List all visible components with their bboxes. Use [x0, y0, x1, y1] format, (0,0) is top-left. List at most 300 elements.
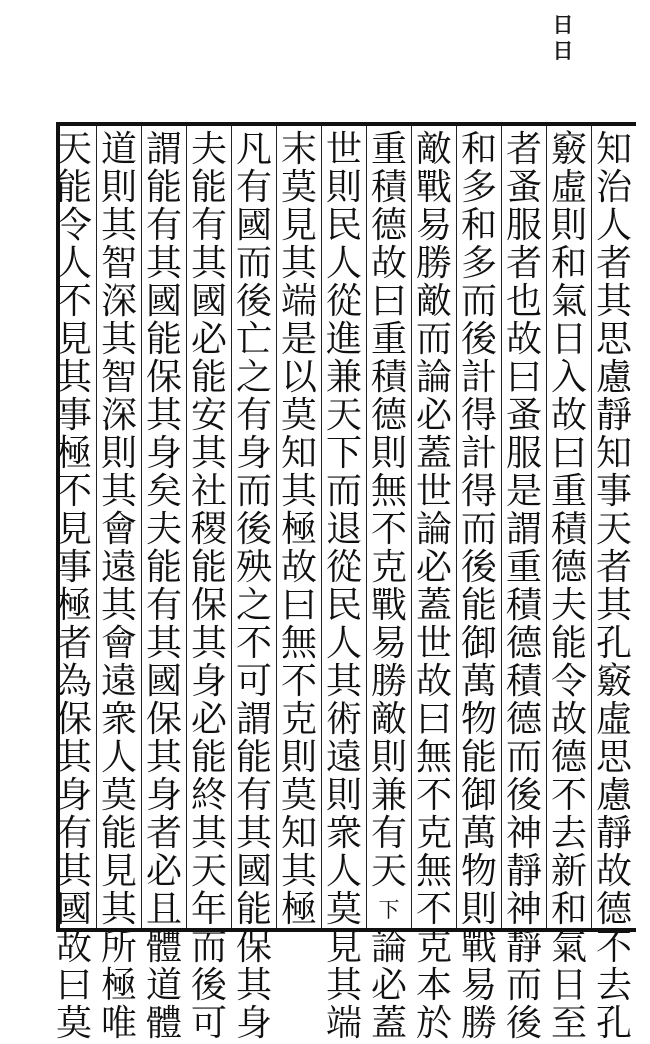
text-char: 不 [280, 661, 317, 702]
text-char: 不 [370, 509, 407, 550]
text-char: 術 [325, 699, 362, 740]
text-char: 進 [325, 319, 362, 360]
text-char: 靜 [505, 851, 542, 892]
text-char: 曰 [415, 699, 452, 740]
text-char: 有 [235, 167, 272, 208]
text-char: 天 [370, 851, 407, 892]
text-char: 知 [595, 129, 632, 170]
text-char: 德 [370, 205, 407, 246]
text-char: 有 [235, 775, 272, 816]
text-char: 御 [460, 775, 497, 816]
text-char: 重 [550, 471, 587, 512]
text-char: 能 [190, 547, 227, 588]
text-char: 見 [100, 851, 137, 892]
text-char: 國 [55, 889, 92, 930]
text-char: 德 [550, 737, 587, 778]
text-char: 之 [235, 357, 272, 398]
text-char: 御 [460, 623, 497, 664]
text-char: 能 [235, 737, 272, 778]
text-char: 極 [55, 433, 92, 474]
text-char: 重 [370, 129, 407, 170]
text-char: 曰 [55, 965, 92, 1006]
text-char: 不 [550, 775, 587, 816]
text-char: 是 [280, 319, 317, 360]
text-char: 去 [550, 813, 587, 854]
text-char: 能 [145, 319, 182, 360]
text-char: 其 [55, 357, 92, 398]
text-char: 易 [370, 623, 407, 664]
text-column [501, 126, 546, 1044]
text-char: 為 [55, 661, 92, 702]
text-char: 者 [505, 129, 542, 170]
text-char: 思 [595, 737, 632, 778]
text-char: 見 [280, 205, 317, 246]
text-char: 極 [280, 509, 317, 550]
text-column [546, 126, 591, 1044]
text-char: 服 [505, 433, 542, 474]
text-char: 世 [325, 129, 362, 170]
text-char: 其 [100, 585, 137, 626]
text-char: 治 [595, 167, 632, 208]
text-char: 天 [595, 509, 632, 550]
text-char: 能 [550, 623, 587, 664]
text-char: 殃 [235, 547, 272, 588]
text-char: 有 [370, 813, 407, 854]
text-char: 計 [460, 433, 497, 474]
text-column [276, 126, 321, 928]
text-char: 重 [370, 319, 407, 360]
text-char: 戰 [415, 167, 452, 208]
text-char: 者 [595, 243, 632, 284]
text-char: 積 [505, 661, 542, 702]
text-char: 智 [100, 243, 137, 284]
text-char: 必 [145, 851, 182, 892]
text-column [411, 126, 456, 1044]
text-char: 世 [415, 471, 452, 512]
text-char: 不 [595, 927, 632, 968]
text-char: 天 [325, 395, 362, 436]
text-char: 稷 [190, 509, 227, 550]
text-char: 國 [145, 281, 182, 322]
text-char: 而 [190, 927, 227, 968]
page-marker-char-1: 日 [552, 12, 574, 37]
text-column [231, 126, 276, 1044]
text-char: 會 [100, 509, 137, 550]
text-char: 能 [55, 167, 92, 208]
text-char: 社 [190, 471, 227, 512]
text-char: 天 [55, 129, 92, 170]
text-char: 德 [550, 547, 587, 588]
text-char: 能 [460, 737, 497, 778]
text-char: 竅 [595, 661, 632, 702]
text-char: 易 [415, 205, 452, 246]
text-char: 後 [460, 547, 497, 588]
text-char: 身 [55, 775, 92, 816]
text-char: 保 [235, 927, 272, 968]
text-char: 氣 [550, 281, 587, 322]
text-char: 兼 [370, 775, 407, 816]
text-char: 極 [55, 585, 92, 626]
text-char: 蚤 [505, 395, 542, 436]
text-column [591, 126, 636, 1044]
text-char: 後 [505, 1003, 542, 1044]
text-char: 必 [370, 965, 407, 1006]
text-char: 唯 [100, 1003, 137, 1044]
text-char: 氣 [550, 927, 587, 968]
text-column [186, 126, 231, 1044]
text-char: 日 [550, 965, 587, 1006]
text-char: 謂 [145, 129, 182, 170]
text-char: 不 [235, 623, 272, 664]
text-char: 必 [190, 319, 227, 360]
text-char: 身 [235, 1003, 272, 1044]
text-column [141, 126, 186, 1044]
text-char: 體 [145, 927, 182, 968]
text-char: 人 [325, 243, 362, 284]
text-char: 民 [325, 585, 362, 626]
text-column [96, 126, 141, 1044]
text-char: 和 [460, 129, 497, 170]
text-char: 令 [55, 205, 92, 246]
text-char: 曰 [550, 433, 587, 474]
text-char: 人 [100, 737, 137, 778]
text-char: 無 [415, 851, 452, 892]
text-block [55, 122, 636, 1044]
text-char: 其 [190, 623, 227, 664]
text-char: 知 [280, 813, 317, 854]
text-char: 所 [100, 927, 137, 968]
text-char: 身 [145, 775, 182, 816]
text-char: 至 [550, 1003, 587, 1044]
text-char: 莫 [325, 889, 362, 930]
text-char: 克 [415, 813, 452, 854]
text-char: 曰 [505, 357, 542, 398]
text-char: 其 [190, 433, 227, 474]
text-column [52, 126, 96, 1044]
text-char: 其 [145, 243, 182, 284]
text-char: 能 [190, 737, 227, 778]
text-char: 能 [190, 167, 227, 208]
text-char: 謂 [505, 509, 542, 550]
text-char: 末 [280, 129, 317, 170]
text-char: 者 [145, 813, 182, 854]
text-char: 莫 [55, 1003, 92, 1044]
page-marker [540, 12, 586, 68]
text-char: 蓋 [415, 433, 452, 474]
text-char: 保 [190, 585, 227, 626]
text-char: 其 [595, 585, 632, 626]
text-char: 靜 [595, 395, 632, 436]
text-char: 令 [550, 661, 587, 702]
text-char: 服 [505, 205, 542, 246]
text-char: 其 [145, 395, 182, 436]
text-char: 事 [55, 547, 92, 588]
text-char: 人 [325, 851, 362, 892]
text-char: 則 [460, 889, 497, 930]
text-char: 下 [325, 433, 362, 474]
text-char: 矣 [145, 471, 182, 512]
text-char: 者 [595, 547, 632, 588]
text-char: 不 [415, 889, 452, 930]
text-char: 遠 [100, 661, 137, 702]
text-char: 知 [280, 433, 317, 474]
text-char: 孔 [595, 1003, 632, 1044]
text-char: 其 [145, 623, 182, 664]
text-char: 深 [100, 395, 137, 436]
page-marker-char-2: 日 [552, 38, 574, 63]
text-char: 物 [460, 851, 497, 892]
text-char: 故 [415, 661, 452, 702]
text-char: 莫 [100, 775, 137, 816]
text-char: 謂 [235, 699, 272, 740]
text-char: 而 [235, 471, 272, 512]
text-char: 其 [280, 471, 317, 512]
text-char: 則 [370, 737, 407, 778]
text-char: 積 [370, 357, 407, 398]
text-char: 則 [100, 167, 137, 208]
text-char: 後 [505, 775, 542, 816]
text-char: 故 [370, 243, 407, 284]
text-char: 亡 [235, 319, 272, 360]
text-char: 克 [280, 699, 317, 740]
text-char: 入 [550, 357, 587, 398]
text-char: 國 [190, 281, 227, 322]
text-char: 故 [280, 547, 317, 588]
text-char: 保 [145, 357, 182, 398]
text-char: 無 [370, 471, 407, 512]
text-char: 得 [460, 395, 497, 436]
text-char: 思 [595, 319, 632, 360]
text-char: 其 [595, 281, 632, 322]
text-char: 其 [55, 737, 92, 778]
text-char: 萬 [460, 813, 497, 854]
text-char: 事 [55, 395, 92, 436]
text-char: 遠 [325, 737, 362, 778]
text-char: 其 [100, 319, 137, 360]
text-char: 萬 [460, 661, 497, 702]
text-char: 夫 [145, 509, 182, 550]
text-char: 極 [100, 965, 137, 1006]
text-char: 者 [55, 623, 92, 664]
text-char: 神 [505, 889, 542, 930]
text-columns [55, 126, 636, 1044]
text-char: 敵 [415, 281, 452, 322]
text-char: 其 [55, 851, 92, 892]
text-char: 必 [415, 547, 452, 588]
text-char: 戰 [370, 585, 407, 626]
text-char: 其 [280, 851, 317, 892]
text-char: 見 [325, 927, 362, 968]
text-char: 而 [460, 509, 497, 550]
text-char: 其 [190, 243, 227, 284]
text-char: 國 [145, 661, 182, 702]
text-char: 民 [325, 205, 362, 246]
text-char: 保 [55, 699, 92, 740]
text-char: 國 [235, 205, 272, 246]
text-char: 則 [550, 205, 587, 246]
text-char: 必 [415, 395, 452, 436]
text-char: 而 [415, 319, 452, 360]
text-char: 兼 [325, 357, 362, 398]
text-char: 有 [55, 813, 92, 854]
text-char: 敵 [370, 699, 407, 740]
text-char: 其 [280, 243, 317, 284]
text-char: 端 [280, 281, 317, 322]
text-char: 深 [100, 281, 137, 322]
text-char: 虛 [550, 167, 587, 208]
text-char: 其 [100, 471, 137, 512]
text-char: 能 [100, 813, 137, 854]
text-char: 本 [415, 965, 452, 1006]
text-char: 多 [460, 243, 497, 284]
text-char: 而 [505, 737, 542, 778]
text-char: 日 [550, 319, 587, 360]
text-char: 慮 [595, 775, 632, 816]
text-char: 故 [550, 699, 587, 740]
text-char: 竅 [550, 129, 587, 170]
text-char: 者 [505, 243, 542, 284]
text-char: 而 [235, 243, 272, 284]
text-char: 重 [505, 547, 542, 588]
text-char: 見 [55, 319, 92, 360]
text-char: 其 [100, 889, 137, 930]
text-char: 後 [235, 509, 272, 550]
text-char: 其 [100, 205, 137, 246]
text-char: 有 [235, 395, 272, 436]
text-char: 可 [235, 661, 272, 702]
text-char: 曰 [370, 281, 407, 322]
text-char: 新 [550, 851, 587, 892]
text-char: 也 [505, 281, 542, 322]
text-char: 人 [325, 623, 362, 664]
text-char: 其 [190, 813, 227, 854]
text-char: 衆 [100, 699, 137, 740]
text-char: 莫 [280, 167, 317, 208]
text-column [366, 126, 411, 1044]
text-char: 終 [190, 775, 227, 816]
text-char: 則 [325, 167, 362, 208]
text-char: 能 [235, 889, 272, 930]
text-char: 安 [190, 395, 227, 436]
text-char: 而 [505, 965, 542, 1006]
text-char: 後 [235, 281, 272, 322]
text-char: 多 [460, 167, 497, 208]
text-char: 國 [235, 851, 272, 892]
text-char: 靜 [505, 927, 542, 968]
text-char: 克 [370, 547, 407, 588]
text-char: 和 [460, 205, 497, 246]
text-char: 之 [235, 585, 272, 626]
text-char: 無 [280, 623, 317, 664]
text-char: 遠 [100, 547, 137, 588]
text-char: 事 [595, 471, 632, 512]
text-column [456, 126, 501, 1044]
text-char: 則 [370, 433, 407, 474]
text-char: 敵 [415, 129, 452, 170]
text-char: 衆 [325, 813, 362, 854]
text-char: 物 [460, 699, 497, 740]
text-char: 而 [460, 281, 497, 322]
text-char: 論 [370, 927, 407, 968]
text-char: 積 [550, 509, 587, 550]
text-char: 去 [595, 965, 632, 1006]
text-char: 知 [595, 433, 632, 474]
text-char: 故 [550, 395, 587, 436]
text-char: 克 [415, 927, 452, 968]
text-char: 德 [370, 395, 407, 436]
text-char: 是 [505, 471, 542, 512]
text-char: 有 [145, 585, 182, 626]
text-char: 論 [415, 509, 452, 550]
text-char: 則 [100, 433, 137, 474]
text-char: 和 [550, 889, 587, 930]
text-char: 故 [505, 319, 542, 360]
text-char: 身 [235, 433, 272, 474]
text-char: 極 [280, 889, 317, 930]
text-char: 蓋 [415, 585, 452, 626]
text-char: 蚤 [505, 167, 542, 208]
text-char: 退 [325, 509, 362, 550]
text-char: 後 [460, 319, 497, 360]
text-char: 保 [145, 699, 182, 740]
text-char: 積 [505, 585, 542, 626]
text-char: 無 [415, 737, 452, 778]
text-char: 則 [280, 737, 317, 778]
text-char: 其 [235, 965, 272, 1006]
text-char: 曰 [280, 585, 317, 626]
text-char: 靜 [595, 813, 632, 854]
text-char: 故 [55, 927, 92, 968]
text-char: 端 [325, 1003, 362, 1044]
text-char: 人 [595, 205, 632, 246]
text-char: 世 [415, 623, 452, 664]
text-char: 有 [190, 205, 227, 246]
text-char: 其 [325, 965, 362, 1006]
text-char: 虛 [595, 699, 632, 740]
text-char: 凡 [235, 129, 272, 170]
text-char: 其 [235, 813, 272, 854]
text-char: 而 [325, 471, 362, 512]
text-char: 神 [505, 813, 542, 854]
text-char: 得 [460, 471, 497, 512]
text-char: 勝 [415, 243, 452, 284]
text-char: 從 [325, 281, 362, 322]
text-char: 會 [100, 623, 137, 664]
text-char: 勝 [370, 661, 407, 702]
text-char: 莫 [280, 775, 317, 816]
text-char: 孔 [595, 623, 632, 664]
text-char: 從 [325, 547, 362, 588]
text-char: 見 [55, 509, 92, 550]
text-char: 莫 [280, 395, 317, 436]
text-char: 易 [460, 965, 497, 1006]
text-char: 能 [460, 585, 497, 626]
text-char: 論 [415, 357, 452, 398]
text-char: 則 [325, 775, 362, 816]
text-char: 必 [190, 699, 227, 740]
text-char: 道 [145, 965, 182, 1006]
text-char: 能 [145, 547, 182, 588]
text-char: 不 [55, 471, 92, 512]
text-char: 和 [550, 243, 587, 284]
text-char: 蓋 [370, 1003, 407, 1044]
text-char: 夫 [190, 129, 227, 170]
text-char: 其 [145, 737, 182, 778]
text-char: 不 [415, 775, 452, 816]
text-char: 道 [100, 129, 137, 170]
text-char: 德 [595, 889, 632, 930]
text-char: 年 [190, 889, 227, 930]
